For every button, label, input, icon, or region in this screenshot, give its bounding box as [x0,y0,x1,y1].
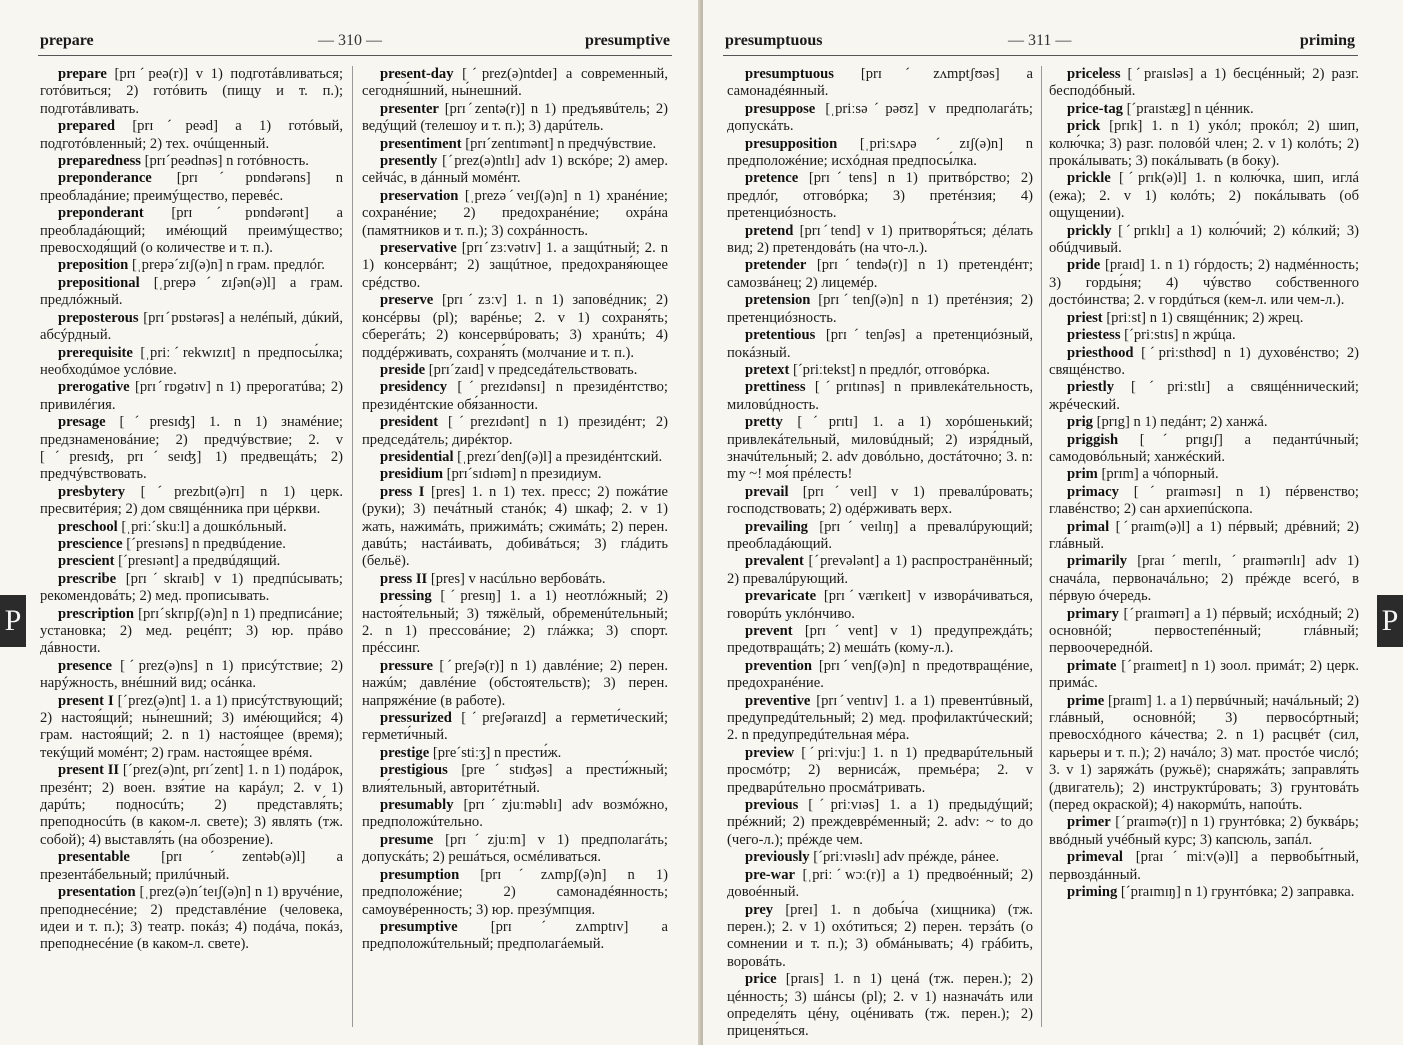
headword: pressing [380,588,432,605]
definition: [ˊpriːvɪəs] 1. a 1) предыдýщий; прéжний; 2) преждеврéменный; 2. adv: ~ to до (чего-л.); прéжде чем. [727,797,1033,848]
definition: [prɪˊtenʃəs] a претенциóзный, покáзный. [727,327,1033,361]
dictionary-entry [40,606,343,658]
headword: prestige [380,744,430,761]
definition: [ˊprezbɪt(ə)rɪ] n 1) церк. пресвитéрия; 2) дом свящéнника при цéркви. [40,483,343,518]
dictionary-entry [1049,223,1359,258]
dictionary-entry [362,136,668,153]
definition: [preˊstɪʤəs] a прести́жный; влия́тельный, авторитéтный. [362,762,668,796]
dictionary-entry [1049,345,1359,380]
definition: [ˊpresɪŋ] 1. a 1) неотлóжный; 2) настоя́тельный; 3) тяжёлый, обременúтельный; 2. n 1) прессовáние; 2) глáжка; 3) спорт. прéссинг. [362,588,668,657]
dictionary-entry [362,745,668,762]
definition: [prɪˊpeədnəs] n готóвность. [140,153,309,170]
column-rule [1041,66,1042,1027]
running-head-left: presumptuous [725,32,823,49]
dictionary-entry [1049,484,1359,519]
headword: pretension [745,292,811,309]
headword: prerogative [58,379,130,396]
headword: price [745,971,777,988]
headword: primeval [1067,849,1123,866]
headword: prepositional [58,274,140,291]
definition: [pres] 1. n 1) тех. пресс; 2) пожáтие (руки); 3) печáтный станóк; 4) шкаф; 2. v 1) жать, нажимáть, прижимáть; сжимáть; 2) перен. давúть; настáивать, добивáться; 3) глáдить (бельё). [362,483,668,570]
dictionary-entry [1049,170,1359,222]
dictionary-entry [362,588,668,658]
dictionary-entry [1049,379,1359,414]
thumb-index-tab: P [0,595,26,647]
dictionary-entry [727,693,1033,745]
dictionary-entry [362,101,668,136]
headword: pretender [745,257,807,274]
definition: [praɪˊmerɪlɪ, ˊpraɪmərɪlɪ] adv 1) сначáла, первоначáльно; 2) прéжде всегó, в пéрвую óчередь. [1049,553,1359,605]
headword: pretty [745,414,783,431]
dictionary-entry [727,170,1033,222]
definition: [priːst] n 1) свящéнник; 2) жрец. [1102,309,1304,326]
page-number: — 310 — [318,32,382,49]
headword: prevention [745,657,813,674]
headword: prepared [58,118,116,135]
headword: priestly [1067,379,1115,396]
definition: [ˊprez(ə)nt, prɪˊzent] 1. n 1) подáрок, презéнт; 2) воен. взя́тие на карáул; 2. v 1) дарúть; подносúть; 2) представля́ть; преподносúть (в каком-л. свете); 3) являть (тж. собой); 4) выставля́ть (на обозрение). [40,762,343,848]
dictionary-entry [40,153,343,170]
dictionary-entry [727,223,1033,258]
headword: presume [380,831,434,848]
definition: [prɪˊpeə(r)] v 1) подготáвливаться; готóвиться; 2) готóвить (пищу и т. п.); подготáвливать. [40,66,343,117]
headword: pretence [745,170,799,187]
dictionary-entry [727,379,1033,414]
dictionary-entry [362,571,668,588]
dictionary-entry [362,414,668,449]
definition: [ˊprɪklɪ] a 1) колю́чий; 2) кóлкий; 3) обúдчивый. [1049,222,1359,257]
headword: primer [1067,814,1111,831]
definition: [prɪˊtens] n 1) притвóрство; 2) предлóг, отговóрка; 3) претéнзия; 4) претенциóзность. [727,170,1033,222]
definition: [ˊprezɪdənsɪ] n президéнтство; президéнтские обя́занности. [362,379,668,413]
dictionary-entry [362,762,668,797]
definition: [ˊpraɪməsɪ] n 1) пéрвенство; главéнство; 2) сан архиепúскопа. [1049,483,1359,518]
headword: pretentious [745,327,816,344]
dictionary-entry [362,710,668,745]
headword: presage [58,414,106,431]
headword: presuppose [745,100,816,117]
dictionary-entry [40,553,343,570]
dictionary-entry [40,884,343,954]
definition: [ˌprezəˊveɪʃ(ə)n] n 1) хранéние; сохранéние; 2) предохранéние; охрáна (памятников и т. п.); 3) сохрáнность. [362,187,668,239]
definition: [ˊpraɪstæg] n цéнник. [1122,100,1254,117]
definition: [ˊpriːstɪs] n жрúца. [1120,327,1236,344]
headword: presumption [380,866,460,883]
definition: [ˊprɪtɪnəs] n привлекáтельность, миловúдность. [727,379,1033,413]
headword: priceless [1067,66,1121,82]
headword: presidency [380,379,448,396]
headword: presence [58,657,113,674]
headword: primarily [1067,553,1127,570]
headword: prevailing [745,518,808,535]
headword: price-tag [1067,100,1123,117]
headword: prevalent [745,553,804,570]
headword: prescience [58,535,123,552]
definition: [prɪm] a чóпорный. [1097,466,1219,483]
dictionary-entry [1049,814,1359,849]
definition: [ˊprɪgɪʃ] a педантúчный; самодовóльный; ханжéский. [1049,431,1359,465]
definition: [prɪˊskraɪb] v 1) предпúсывать; рекомендовáть; 2) мед. прописывать. [40,570,343,605]
thumb-index-tab: P [1377,595,1403,647]
dictionary-entry [1049,432,1359,467]
headword: prevaricate [745,588,817,605]
dictionary-entry [727,623,1033,658]
dictionary-entry [40,519,343,536]
definition: [ˊpriːvjuː] 1. n 1) предварúтельный просмóтр; 2) вернисáж, премьéра; 2. v предварúтельно просмáтривать. [727,744,1033,796]
dictionary-entry [1049,884,1359,901]
dictionary-entry [1049,66,1359,101]
headword: prepare [58,66,107,82]
definition: [prɪˊveɪlɪŋ] a превалúрующий; преобладáющий. [727,518,1033,552]
dictionary-entry [40,484,343,519]
dictionary-entry [362,797,668,832]
definition: [ˊpresɪʤ] 1. n 1) знамéние; предзнаменовáние; 2) предчýвствие; 2. v [ˊpresɪʤ, prɪˊseɪʤ] 1) предвещáть; 2) предчýвствовать. [40,414,343,483]
dictionary-entry [1049,658,1359,693]
definition: [ˊpriːtekst] n предлóг, отговóрка. [789,361,990,378]
definition: [prɪˊtendə(r)] n 1) претендéнт; самозвáнец; 2) лицемéр. [727,257,1033,291]
headword: pre-war [745,866,795,883]
definition: [prɪˊventɪv] 1. a 1) превентúвный, предупредúтельный; 2) мед. профилактúческий; 2. n предупредúтельная мéра. [727,692,1033,744]
dictionary-entry [362,449,668,466]
headword: preventive [745,692,811,709]
headword: preponderance [58,170,152,187]
dictionary-entry [40,414,343,484]
definition: [prɪˊzentə(r)] n 1) предъявúтель; 2) ведýщий (телешоу и т. п.); 3) дарúтель. [362,100,668,135]
headword: presidential [380,448,454,465]
definition: [prɪˊveɪl] v 1) превалúровать; господствовать; 2) одéрживать верх. [727,483,1033,518]
dictionary-entry [1049,553,1359,605]
headword: preparedness [58,153,141,170]
definition: [ˊpraɪmeɪt] n 1) зоол. примáт; 2) церк. примáс. [1049,657,1359,692]
headword: president [380,414,439,431]
definition: [ˊpraɪmɪŋ] n 1) грунтóвка; 2) заправка. [1117,884,1355,901]
headword: preservative [380,240,457,257]
definition: [prɪˊzʌmpʃ(ə)n] n 1) предположéние; 2) самонадéянность; самоувéренность; 3) юр. презýмпция. [362,866,668,918]
dictionary-entry [40,345,343,380]
dictionary-entry [727,362,1033,379]
definition: [ˌpriːˊwɔː(r)] a 1) предвоéнный; 2) довоéнный. [727,866,1033,901]
definition: [prɪˊværɪkeɪt] v изворáчиваться, говорúть уклóнчиво. [727,588,1033,622]
headword: preschool [58,518,118,535]
headword: press II [380,570,428,587]
dictionary-entry [40,205,343,257]
headword: presentable [58,849,130,866]
dictionary-column [1049,66,1359,1029]
dictionary-entry [362,466,668,483]
left-page [0,0,700,1045]
headword: presumptive [380,918,458,935]
definition: [ˌprez(ə)nˊteɪʃ(ə)n] n 1) вручéние, преподнесéние; 2) представлéние (человека, идеи и т. п.); 3) театр. покáз; 4) подáча, покáз, преподнесéние (в каком-л. свете). [40,884,343,953]
headword: pressure [380,657,433,674]
dictionary-entry [727,66,1033,101]
headword: pretext [745,361,790,378]
headword: preposterous [58,309,139,326]
definition: [ˊpriːstlɪ] a свящéннический; жрéческий. [1049,379,1359,413]
dictionary-entry [1049,466,1359,483]
dictionary-entry [40,275,343,310]
dictionary-entry [1049,310,1359,327]
headword: presumably [380,797,454,814]
definition: [praɪˊmiːv(ə)l] a первобы́тный, первоздáнный. [1049,849,1359,883]
headword: prickle [1067,170,1111,187]
dictionary-entry [40,693,343,763]
dictionary-entry [727,658,1033,693]
headword: present I [58,692,114,709]
column-rule [352,66,353,1027]
headword: prescribe [58,570,117,587]
headword: presbytery [58,483,126,500]
definition: [ˊprezɪdənt] n 1) президéнт; 2) председáтель; дирéктор. [362,414,668,448]
definition: [ˊpriːvɪəslɪ] adv прéжде, рáнее. [809,849,1000,866]
definition: [prɪˊzɜːvətɪv] 1. a защúтный; 2. n 1) консервáнт; 2) защúтное, предохраня́ющее срéдство. [362,240,668,291]
definition: [prɪˊskrɪpʃ(ə)n] n 1) предписáние; установка; 2) мед. рецéпт; 3) юр. прáво дáвности. [40,605,343,657]
headword: press I [380,483,425,500]
definition: [prɪˊpɒstərəs] a нелéпый, дúкий, абсýрдный. [40,309,343,344]
dictionary-entry [727,414,1033,484]
headword: priesthood [1067,344,1134,361]
headword: priming [1067,884,1118,901]
definition: [prɪˊrɒgətɪv] n 1) прерогатúва; 2) привилéгия. [40,379,343,413]
definition: [ˌpriːˊskuːl] a дошкóльный. [117,518,287,535]
definition: [prɪˊzʌmptɪv] a предположúтельный; предполагáемый. [362,918,668,953]
headword: prickly [1067,222,1112,239]
definition: [ˊprɪtɪ] 1. a 1) хорóшенький; привлекáтельный, миловúдный; 2) изря́дный, значúтельный; 2. adv довóльно, достáточно; 3. n: my ~! моя́ прéлесть! [727,414,1033,483]
headword: presidium [380,466,443,483]
dictionary-entry [727,101,1033,136]
dictionary-column [362,66,668,1029]
headword: pretend [745,222,794,239]
headword: prestigious [380,762,448,779]
dictionary-entry [727,902,1033,972]
dictionary-entry [40,257,343,274]
dictionary-entry [727,745,1033,797]
headword: priggish [1067,431,1119,448]
dictionary-entry [1049,327,1359,344]
definition: [ˊprevələnt] a 1) распространённый; 2) превалúрующий. [727,553,1033,587]
definition: [prɪˊpɒndərənt] a преобладáющий; имéющий преимýщество; превосходя́щий (о количестве и т. п.). [40,205,343,257]
definition: [ˊprez(ə)ntdeɪ] a современный, сегодня́шний, ны́нешний. [362,66,668,100]
definition: [ˊpraɪsləs] a 1) бесцéнный; 2) разг. бесподóбный. [1049,66,1359,100]
definition: [praɪs] 1. n 1) ценá (тж. перен.); 2) цéнность; 3) шáнсы (pl); 2. v 1) назначáть или определя́ть цéну, оцéнивать (тж. перен.); 2) приценя́ться. [727,971,1033,1040]
dictionary-entry [40,66,343,118]
dictionary-entry [362,362,668,379]
header-rule [38,55,672,56]
definition: [prɪˊzjuːm] v 1) предполагáть; допускáть; 2) решáться, осмéливаться. [362,831,668,866]
definition: [prɪˊsɪdɪəm] n президиум. [443,466,602,483]
dictionary-entry [1049,414,1359,431]
definition: [ˊpraɪmə(r)] n 1) грунтóвка; 2) буквáрь; ввóдный учéбный курс; 3) капсюль, запáл. [1049,814,1359,848]
dictionary-entry [362,66,668,101]
dictionary-entry [362,919,668,954]
headword: previously [745,849,810,866]
dictionary-entry [727,588,1033,623]
headword: presupposition [745,135,838,152]
definition: [ˊprez(ə)ntlɪ] adv 1) вскóре; 2) амер. сейчáс, в дáнный момéнт. [362,153,668,187]
headword: pride [1067,257,1101,274]
dictionary-entry [40,571,343,606]
dictionary-entry [40,536,343,553]
definition: [prɪk] 1. n 1) укóл; прокóл; 2) шип, колю́чка; 3) разг. половóй член; 2. v 1) колóть; 2) прокáлывать; 3) покáлывать (в боку). [1049,118,1359,170]
headword: priestess [1067,327,1121,344]
definition: [prɪˊzʌmptʃʊəs] a самонадéянный. [727,66,1033,100]
dictionary-entry [40,310,343,345]
dictionary-entry [727,553,1033,588]
headword: present-day [380,66,454,82]
dictionary-entry [40,762,343,849]
right-page [703,0,1403,1045]
headword: presently [380,153,438,170]
headword: prescription [58,605,134,622]
headword: preserve [380,292,434,309]
dictionary-entry [727,484,1033,519]
definition: [ˌprepəˊzɪʃən(ə)l] a грам. предлóжный. [40,274,343,309]
definition: [ˊpreʃəraɪzd] a гермети́ческий; гермети́чный. [362,710,668,744]
running-head-left: prepare [40,32,94,49]
headword: priest [1067,309,1103,326]
definition: [ˊprez(ə)nt] 1. a 1) присýтствующий; 2) настоя́щий; ны́нешний; 3) имéющийся; 4) грам. настоя́щий; 2. n 1) настоя́щее (время); текýщий момéнт; 2) грам. настоя́щее врéмя. [40,692,343,761]
definition: [ˊpraɪmərɪ] a 1) пéрвый; исхóдный; 2) основнóй; первостепéнный; глáвный; первоочереднóй. [1049,605,1359,657]
definition: [prɪˊzentɪmənt] n предчýвствие. [461,135,657,152]
dictionary-entry [1049,101,1359,118]
definition: [praɪd] 1. n 1) гóрдость; 2) надмéнность; 3) горды́ня; 4) чýвство собственного достóинства; 2. v гордúться (кем-л. или чем-л.). [1049,257,1359,309]
definition: [ˊprez(ə)ns] n 1) присýтствие; 2) нарýжность, внéшний вид; осáнка. [40,657,343,692]
headword: prerequisite [58,344,133,361]
definition: [pres] v насúльно вербовáть. [427,570,606,587]
definition: [ˌpriːsəˊpəʊz] v предполагáть; допускáть. [727,100,1033,135]
definition: [preɪ] 1. n добы́ча (хищника) (тж. перен.); 2. v 1) охóтиться; 2) перен. терзáть (о сомнении и т. п.); 3) обмáнывать; 4) грáбить, воровáть. [727,901,1033,970]
definition: [prɪˊtend] v 1) притворя́ться; дéлать вид; 2) претендовáть (на что-л.). [727,222,1033,257]
dictionary-entry [40,170,343,205]
headword: prime [1067,692,1105,709]
dictionary-entry [727,327,1033,362]
dictionary-entry [362,867,668,919]
dictionary-entry [727,867,1033,902]
definition: [ˊpriːsthʊd] n 1) духовéнство; 2) свящéнство. [1049,344,1359,378]
page-number: — 311 — [1008,32,1072,49]
headword: preview [745,744,795,761]
dictionary-entry [362,240,668,292]
dictionary-entry [1049,118,1359,170]
definition: [ˊprɪk(ə)l] 1. n колю́чка, шип, иглá (ежа); 2. v 1) колóть; 2) покáлывать (об ощущении). [1049,170,1359,222]
headword: prey [745,901,774,918]
headword: presenter [380,100,439,117]
definition: [praɪm] 1. a 1) первúчный; начáльный; 2) глáвный, основнóй; 3) первосóртный; превосхóдного кáчества; 2. n 1) расцвéт (сил, карьеры и т. п.); 2) начáло; 3) мат. простóе числó; 3. v 1) заряжáть (ружьё); снаряжáть; заправля́ть (двигатель); 2) инструктúровать; 3) грунтовáть (перед окраской); 4) накормúть, напоúть. [1049,692,1359,814]
header-rule [723,55,1358,56]
headword: primate [1067,657,1117,674]
running-head-right: priming [1299,32,1355,49]
headword: preservation [380,187,459,204]
dictionary-entry [362,379,668,414]
headword: prescient [58,553,115,570]
dictionary-entry [40,658,343,693]
definition: [ˌprezɪˊdenʃ(ə)l] a президéнтский. [453,448,663,465]
dictionary-entry [1049,519,1359,554]
definition: [ˊpresɪəns] n предвúдение. [122,535,286,552]
definition: [prɪˊzentəb(ə)l] a презентáбельный; прилúчный. [40,849,343,883]
headword: primary [1067,605,1119,622]
headword: prettiness [745,379,806,396]
dictionary-entry [727,292,1033,327]
headword: prig [1067,414,1093,431]
headword: presumptuous [745,66,834,82]
dictionary-entry [727,519,1033,554]
running-head-right: presumptive [584,32,670,49]
definition: [ˊpraɪm(ə)l] a 1) пéрвый; дрéвний; 2) глáвный. [1049,518,1359,552]
dictionary-entry [362,658,668,710]
dictionary-entry [40,379,343,414]
dictionary-entry [727,136,1033,171]
headword: prick [1067,118,1101,135]
definition: [ˌpriːsʌpəˊzɪʃ(ə)n] n предположéние; исхóдная предпосы́лка. [727,135,1033,170]
dictionary-entry [40,118,343,153]
dictionary-entry [1049,606,1359,658]
dictionary-column [727,66,1033,1040]
dictionary-entry [362,832,668,867]
definition: [ˌprepəˊzɪʃ(ə)n] n грам. предлóг. [128,257,325,274]
definition: [ˊpreʃə(r)] n 1) давлéние; 2) перен. нажúм; давлéние (обстоятельств); 3) перен. напряжéние (в работе). [362,657,668,709]
headword: prim [1067,466,1098,483]
dictionary-entry [727,797,1033,849]
headword: primacy [1067,483,1119,500]
dictionary-entry [362,484,668,571]
headword: prevent [745,623,793,639]
headword: primal [1067,518,1110,535]
headword: presentation [58,884,136,901]
headword: pressurized [380,710,452,727]
definition: [prɪˊpɒndərəns] n преобладáние; преимýщество, перевéс. [40,170,343,204]
headword: preponderant [58,205,144,222]
definition: [prɪˊzjuːməblɪ] adv возмóжно, предположúтельно. [362,797,668,831]
definition: [prɪˊvent] v 1) предупреждáть; предотвращáть; 2) мешáть (кому-л.). [727,623,1033,657]
definition: [prɪˊzɜːv] 1. n 1) заповéдник; 2) консéрвы (pl); варéнье; 2. v 1) сохраня́ть; сберегáть; 2) консервúровать; 3) хранúть; 4) поддéрживать, сохраня́ть (молчание и т. п.). [362,292,668,361]
dictionary-entry [1049,693,1359,815]
dictionary-entry [362,153,668,188]
dictionary-entry [727,971,1033,1041]
headword: previous [745,797,799,814]
dictionary-column [40,66,343,1029]
definition: [prɪˊzaɪd] v председáтельствовать. [425,361,638,378]
dictionary-entry [727,257,1033,292]
definition: [prɪˊpeəd] a 1) готóвый, подготóвленный; 2) тех. очúщенный. [40,118,343,152]
definition: [prɪˊtenʃ(ə)n] n 1) претéнзия; 2) претенциóзность. [727,292,1033,326]
definition: [ˌpriːˊrekwɪzɪt] n предпосы́лка; необходúмое услóвие. [40,344,343,378]
dictionary-entry [1049,257,1359,309]
headword: preside [380,361,426,378]
dictionary-entry [40,849,343,884]
dictionary-entry [362,188,668,240]
dictionary-entry [1049,849,1359,884]
headword: presentiment [380,135,462,152]
dictionary-entry [362,292,668,362]
headword: present II [58,762,120,779]
definition: [prɪˊvenʃ(ə)n] n предотвращéние, предохранéние. [727,657,1033,692]
definition: [prɪg] n 1) педáнт; 2) ханжá. [1092,414,1268,431]
headword: preposition [58,257,129,274]
headword: prevail [745,483,789,500]
definition: [ˊpresɪənt] a предвúдящий. [114,553,281,570]
definition: [preˊstiːʒ] n прести́ж. [429,744,562,761]
dictionary-entry [727,849,1033,866]
